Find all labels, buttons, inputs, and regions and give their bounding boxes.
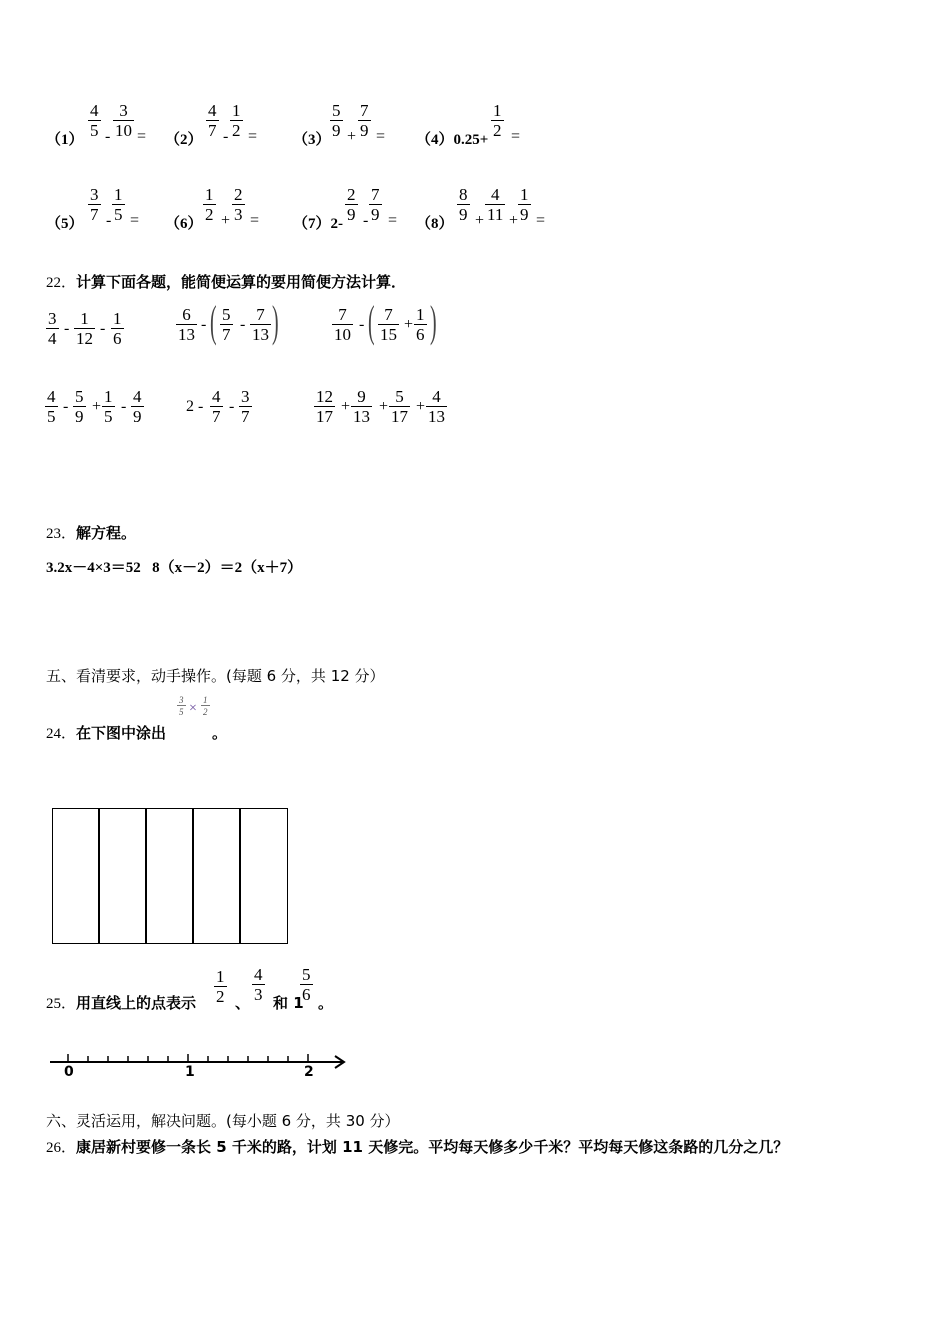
fraction: $\frac{1}{2}$ (232, 101, 241, 140)
fraction: $\frac{4}{3}$ (254, 965, 263, 1004)
fraction: $\frac{8}{9}$ (459, 185, 468, 224)
q24-text: 24．在下图中涂出 (46, 724, 167, 742)
axis-ticks (68, 1054, 308, 1062)
fraction: $\frac{4}{13}$ (428, 387, 445, 426)
equals-sign: = (137, 128, 147, 145)
operator: - (229, 398, 235, 415)
fraction: $\frac{4}{7}$ (208, 101, 217, 140)
fraction: $\frac{1}{5}$ (114, 185, 123, 224)
operator: + (347, 128, 357, 145)
fraction: $\frac{7}{13}$ (252, 305, 269, 344)
left-parenthesis: ( (368, 297, 375, 346)
grid-cell[interactable] (239, 808, 288, 944)
right-parenthesis: ) (272, 297, 279, 346)
operator: - (223, 128, 229, 145)
operator: + (341, 398, 351, 415)
fraction: $\frac{7}{9}$ (371, 185, 380, 224)
grid-cell[interactable] (98, 808, 147, 944)
fraction: $\frac{1}{2}$ (493, 101, 502, 140)
operator: - (240, 316, 246, 333)
axis-label-2: 2 (304, 1064, 314, 1080)
fraction: $\frac{1}{2}$ (203, 695, 208, 717)
operator: + (379, 398, 389, 415)
multiply-sign: × (189, 701, 197, 716)
fraction: $\frac{3}{4}$ (48, 309, 57, 348)
item-label: （4）0.25+ (416, 132, 489, 148)
operator: - (121, 398, 127, 415)
fraction: $\frac{2}{3}$ (234, 185, 243, 224)
fraction: $\frac{5}{9}$ (75, 387, 84, 426)
fraction: $\frac{1}{9}$ (520, 185, 529, 224)
equals-sign: = (536, 212, 546, 229)
item-label: （1） (46, 132, 84, 148)
and-text: 和 1 (273, 994, 304, 1012)
equation-2: 8（x－2）＝2（x＋7） (152, 560, 303, 576)
left-parenthesis: ( (210, 297, 217, 346)
equals-sign: = (248, 128, 258, 145)
item-label: （8） (416, 216, 454, 232)
grid-cell[interactable] (52, 808, 100, 944)
fraction: $\frac{7}{9}$ (360, 101, 369, 140)
fraction: $\frac{3}{7}$ (241, 387, 250, 426)
q23-equations (46, 556, 302, 577)
fraction: $\frac{4}{5}$ (47, 387, 56, 426)
fraction: $\frac{9}{13}$ (353, 387, 370, 426)
fraction: $\frac{2}{9}$ (347, 185, 356, 224)
fraction: $\frac{12}{17}$ (316, 387, 333, 426)
fraction: $\frac{5}{7}$ (222, 305, 231, 344)
fraction: $\frac{1}{12}$ (76, 309, 93, 348)
item-label: （5） (46, 216, 84, 232)
q25-period: 。 (318, 994, 334, 1012)
fraction: $\frac{5}{9}$ (332, 101, 341, 140)
operator: + (475, 212, 485, 229)
fraction: $\frac{1}{6}$ (113, 309, 122, 348)
item-label: （7）2- (293, 216, 343, 232)
q25-text: 25．用直线上的点表示 (46, 994, 197, 1012)
fraction: $\frac{1}{2}$ (216, 967, 225, 1006)
operator: - (359, 316, 365, 333)
equals-sign: = (250, 212, 260, 229)
leading-term: 2 - (186, 398, 204, 415)
q24-period: 。 (212, 724, 228, 742)
operator: + (221, 212, 231, 229)
operator: + (404, 316, 414, 333)
equation-1: 3.2x－4×3＝52 (46, 560, 141, 576)
fraction: $\frac{7}{10}$ (334, 305, 351, 344)
axis-label-1: 1 (185, 1064, 195, 1080)
equals-sign: = (130, 212, 140, 229)
fraction: $\frac{3}{7}$ (90, 185, 99, 224)
fraction: $\frac{1}{6}$ (416, 305, 425, 344)
fraction: $\frac{7}{15}$ (380, 305, 397, 344)
operator: - (363, 212, 369, 229)
operator: - (64, 320, 70, 337)
q23-title: 23．解方程。 (46, 524, 137, 542)
fraction: $\frac{5}{17}$ (391, 387, 408, 426)
fraction: $\frac{5}{6}$ (302, 965, 311, 1004)
fraction: $\frac{6}{13}$ (178, 305, 195, 344)
axis-label-0: 0 (64, 1064, 74, 1080)
item-label: （6） (165, 216, 203, 232)
fraction: $\frac{1}{5}$ (104, 387, 113, 426)
q22-title: 22．计算下面各题，能简便运算的要用简便方法计算． (46, 273, 407, 291)
item-label: （2） (165, 132, 203, 148)
operator: + (416, 398, 426, 415)
fraction: $\frac{4}{5}$ (90, 101, 99, 140)
fraction: $\frac{4}{9}$ (133, 387, 142, 426)
operator: + (92, 398, 102, 415)
operator: - (105, 128, 111, 145)
fraction: $\frac{3}{10}$ (115, 101, 132, 140)
operator: - (63, 398, 69, 415)
fraction: $\frac{1}{2}$ (205, 185, 214, 224)
section-6-heading: 六、灵活运用，解决问题。(每小题 6 分，共 30 分） (46, 1112, 400, 1130)
grid-cell[interactable] (192, 808, 241, 944)
fraction: $\frac{4}{11}$ (487, 185, 504, 224)
operator: - (201, 316, 207, 333)
item-label: （3） (293, 132, 331, 148)
operator: - (100, 320, 106, 337)
fraction: $\frac{3}{5}$ (179, 695, 184, 717)
equals-sign: = (388, 212, 398, 229)
equals-sign: = (511, 128, 521, 145)
section-5-heading: 五、看清要求，动手操作。(每题 6 分，共 12 分） (46, 667, 385, 685)
grid-cell[interactable] (145, 808, 194, 944)
q26-text: 26．康居新村要修一条长 5 千米的路，计划 11 天修完。平均每天修多少千米？平均每天修这条路的几分之几？ (46, 1138, 789, 1156)
operator: + (509, 212, 519, 229)
separator: 、 (235, 994, 251, 1012)
equals-sign: = (376, 128, 386, 145)
operator: - (106, 212, 112, 229)
right-parenthesis: ) (430, 297, 437, 346)
fraction: $\frac{4}{7}$ (212, 387, 221, 426)
